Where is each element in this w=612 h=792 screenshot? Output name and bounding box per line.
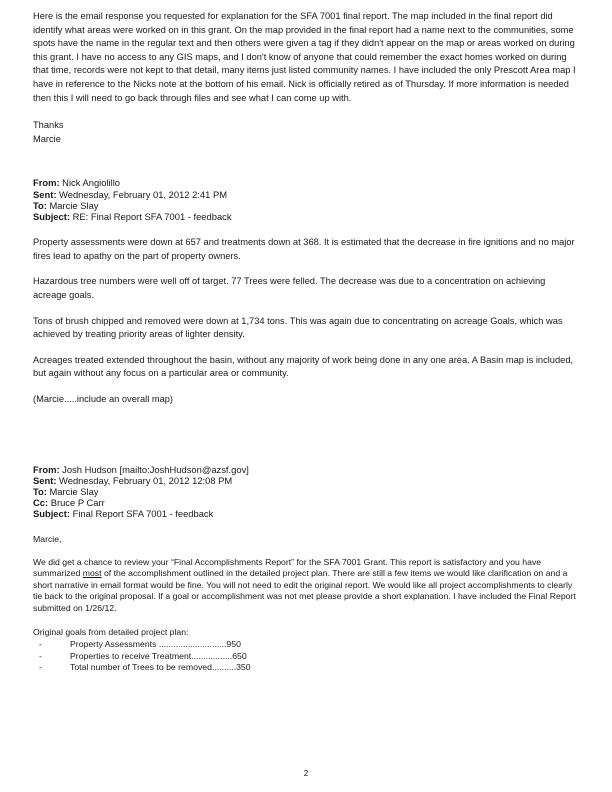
list-item: - Property Assessments ............................950 <box>33 639 581 650</box>
goals-list <box>33 639 581 673</box>
email1-paragraph: Property assessments were down at 657 and treatments down at 368. It is estimated that the decrease in fire ignitions and no major fires lead to apathy on the part of property owners. <box>33 237 575 261</box>
document-page <box>33 10 581 674</box>
email2-subject: Subject: Final Report SFA 7001 - feedback <box>33 508 214 520</box>
email1-from: From: Nick Angiolillo <box>33 177 121 189</box>
email2-to: To: Marcie Slay <box>33 485 99 497</box>
email2-cc: Cc: Bruce P Carr <box>33 497 105 509</box>
email2-header <box>33 464 581 520</box>
email2-body-emphasis: most <box>82 568 102 579</box>
intro-paragraph: Here is the email response you requested for explanation for the SFA 7001 final report. The map included in the final report did identify what areas were worked on in this grant. On the map provided in the final report had a name next to the communities, some spots have the name in the regular text and then others were given a tag if they didn't appear on the map or areas worked on during this grant. I have no access to any GIS maps, and I don't know of anyone that could remember the exact homes worked on during that time, records were not kept to that detail, many items just listed community names. I have included the only Prescott Area map I have in reference to the Nicks note at the bottom of his email. Nick is officially retired as of Thursday. If more information is needed then this I will need to go back through files and see what I can come up with. <box>33 11 576 103</box>
email2-greeting: Marcie, <box>33 533 62 544</box>
email1-sent: Sent: Wednesday, February 01, 2012 2:41 PM <box>33 188 228 200</box>
email1-to: To: Marcie Slay <box>33 199 99 211</box>
list-item: - Total number of Trees to be removed..........350 <box>33 662 581 673</box>
email1-subject: Subject: RE: Final Report SFA 7001 - feedback <box>33 210 232 222</box>
goals-heading: Original goals from detailed project plan: <box>33 626 189 637</box>
signoff-name: Marcie <box>33 133 61 144</box>
email1-body <box>33 236 581 406</box>
email1-paragraph: Hazardous tree numbers were well off of target. 77 Trees were felled. The decrease was due to a concentration on achieving acreage goals. <box>33 276 546 300</box>
signoff <box>33 119 581 146</box>
email2-body: We did get a chance to review your “Final Accomplishments Report” for the SFA 7001 Grant. This report is satisfactory and you have summarized most of the accomplishment outlined in the detailed project plan. There are still a few items we would like clarification on and a short narrative in email format would be fine. You will not need to edit the original report. We would like all project accomplishments to clearly tie back to the original proposal. If a goal or accomplishment was not met please provide a short explanation. I have included the Final Report submitted on 1/26/12. <box>33 556 576 613</box>
email1-paragraph: Acreages treated extended throughout the basin, without any majority of work being done in any one area. A Basin map is included, but again without any focus on a particular area or community. <box>33 354 574 379</box>
list-item: - Properties to receive Treatment.................650 <box>33 651 581 662</box>
email1-note: (Marcie.....include an overall map) <box>33 393 174 404</box>
email2-sent: Sent: Wednesday, February 01, 2012 12:08 PM <box>33 474 233 486</box>
page-number: 2 <box>303 769 309 778</box>
signoff-thanks: Thanks <box>33 120 64 131</box>
email2-from: From: Josh Hudson [mailto:JoshHudson@azsf.gov] <box>33 463 249 475</box>
email1-paragraph: Tons of brush chipped and removed were down at 1,734 tons. This was again due to concentrating on acreage Goals, which was achieved by treating priority areas of lighter density. <box>33 315 563 340</box>
email1-header <box>33 177 581 222</box>
